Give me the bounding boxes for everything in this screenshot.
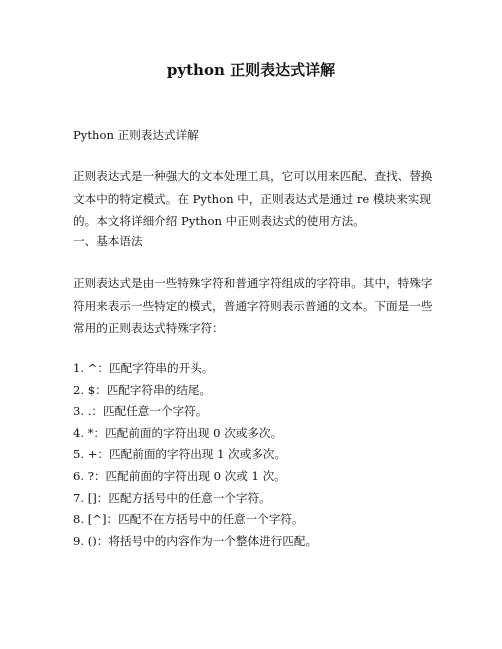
special-characters-list	[73, 358, 433, 552]
list-item: 9. ()：将括号中的内容作为一个整体进行匹配。	[73, 533, 318, 548]
section-paragraph: 正则表达式是由一些特殊字符和普通字符组成的字符串。其中，特殊字符用来表示一些特定的模式，普通字符则表示普通的文本。下面是一些常用的正则表达式特殊字符：	[73, 276, 433, 335]
list-item: 6. ?：匹配前面的字符出现 0 次或 1 次。	[73, 468, 286, 483]
document-subtitle: Python 正则表达式详解	[73, 128, 199, 142]
document-title: python 正则表达式详解	[166, 61, 336, 79]
list-item: 2. $：匹配字符串的结尾。	[73, 382, 212, 397]
list-item: 3. .：匹配任意一个字符。	[73, 404, 208, 419]
intro-paragraph: 正则表达式是一种强大的文本处理工具，它可以用来匹配、查找、替换文本中的特定模式。在 Python 中，正则表达式是通过 re 模块来实现的。本文将详细介绍 Python 中正则表达式的使用方法。	[73, 169, 433, 228]
list-item: 8. [^]：匹配不在方括号中的任意一个字符。	[73, 512, 304, 527]
list-item: 7. []：匹配方括号中的任意一个字符。	[73, 490, 271, 505]
list-item: 1. ^：匹配字符串的开头。	[73, 361, 214, 375]
list-item: 4. *：匹配前面的字符出现 0 次或多次。	[73, 425, 283, 440]
section-heading: 一、基本语法	[73, 234, 143, 248]
list-item: 5. +：匹配前面的字符出现 1 次或多次。	[73, 447, 287, 462]
